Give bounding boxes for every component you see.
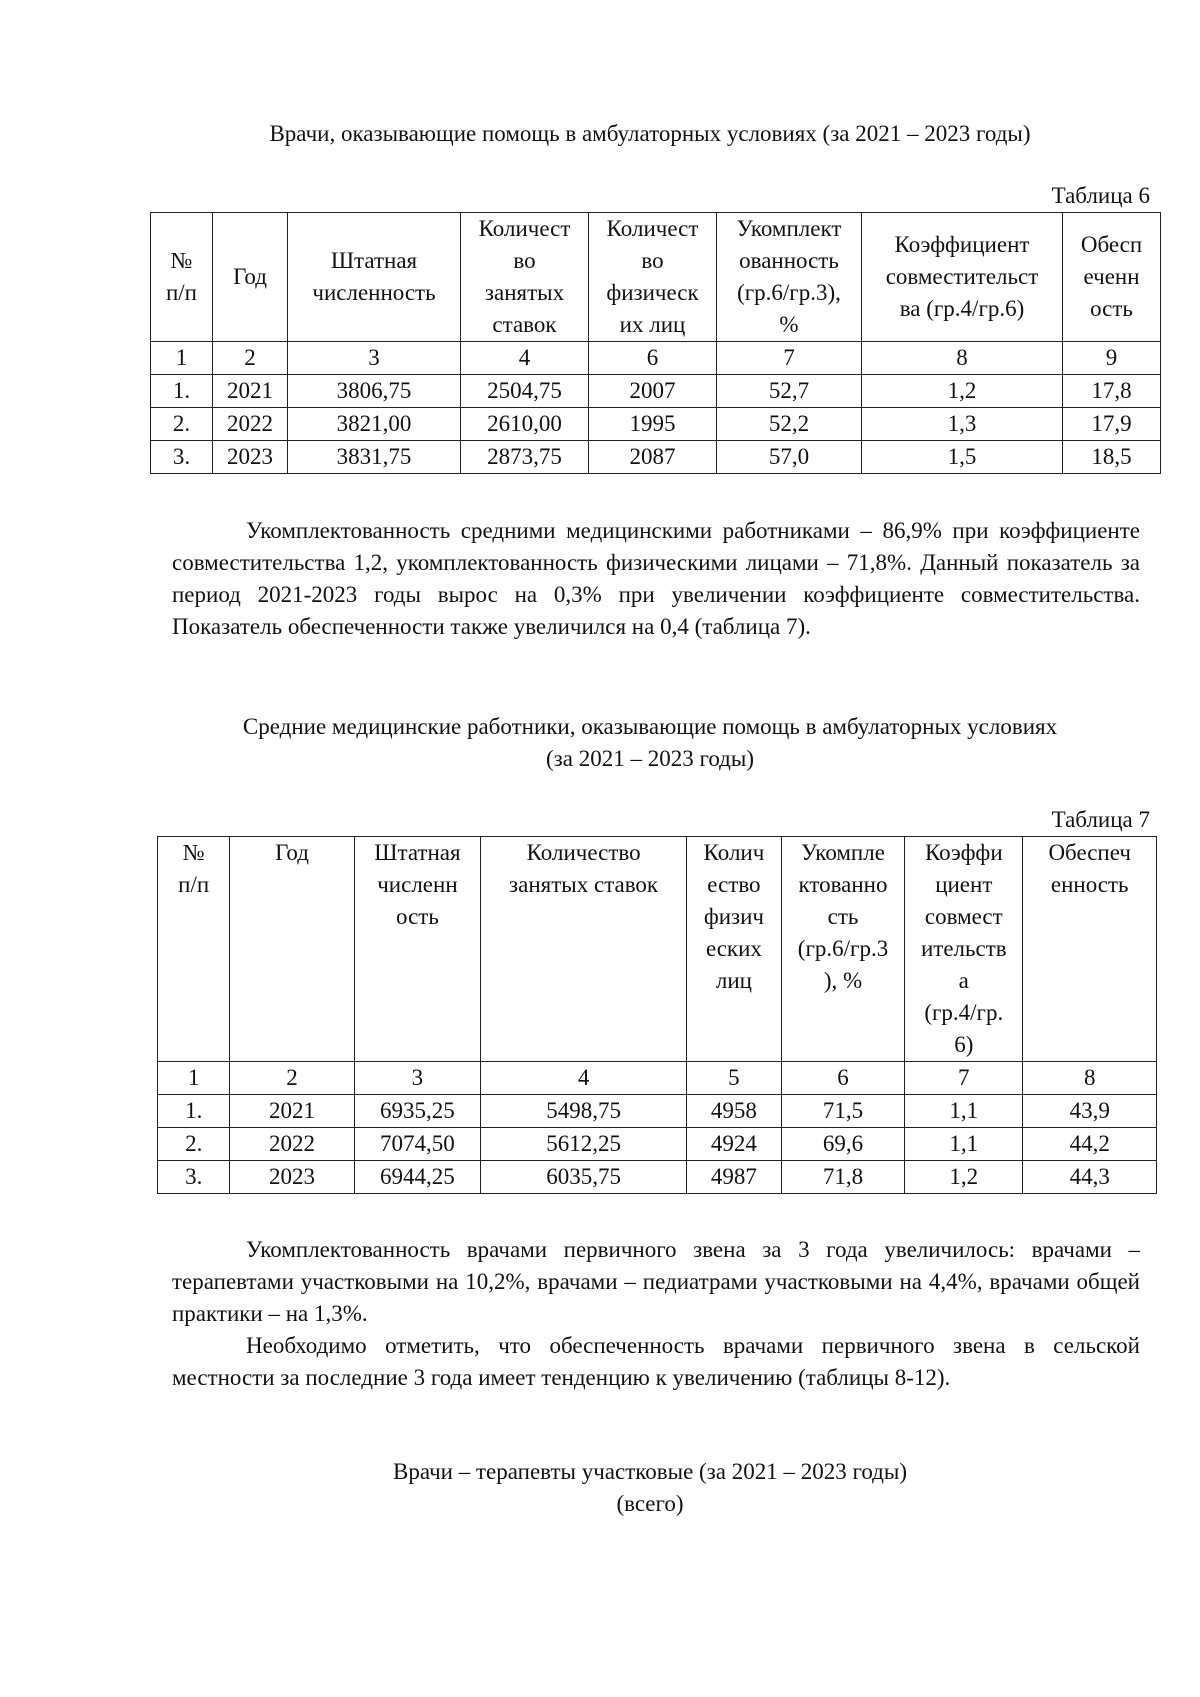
table-row [151,441,1161,474]
table6-header-row [151,213,1161,342]
header-text-line: Год [275,840,309,865]
header-text-line: Год [233,264,267,289]
table-cell: 57,0 [717,441,862,474]
table-cell: 1,2 [905,1161,1023,1194]
table-cell: 43,9 [1023,1095,1157,1128]
table6-header-col-4 [461,213,589,342]
header-text-line: Количест [478,216,571,241]
table7-col-number: 1 [158,1062,230,1095]
table-cell: 2007 [589,375,717,408]
paragraph-primary-care: Укомплектованность врачами первичного звена за 3 года увеличилось: врачами – терапевтами участковыми на 10,2%, врачами – педиатрами участковыми на 4,4%, врачами общей практики – на 1,3%. Необходимо отметить, что обеспеченность врачами первичного звена в сельской местности за последние 3 года имеет тенденцию к увеличению (таблицы 8-12). [172,1237,1140,1390]
table-cell: 4987 [687,1161,782,1194]
table-cell: 6944,25 [354,1161,480,1194]
header-text-line: физич [703,904,765,929]
table6-title: Врачи, оказывающие помощь в амбулаторных условиях (за 2021 – 2023 годы) [269,121,1031,146]
paragraph-staffing-nurses: Укомплектованность средними медицинскими работниками – 86,9% при коэффициенте совместительства 1,2, укомплектованность физическими лицами – 71,8%. Данный показатель за период 2021-2023 годы вырос на 0,3% при увеличении коэффициенте совместительства. Показатель обеспеченности также увеличился на 0,4 (таблица 7). [172,518,1140,639]
header-text-line: Укомплект [736,216,842,241]
header-text-line: 6) [954,1032,974,1057]
table6-header-col-3 [288,213,461,342]
table6 [150,212,1161,474]
table-cell: 2087 [589,441,717,474]
table8-title: Врачи – терапевты участковые (за 2021 – 2023 годы) (всего) [392,1459,907,1516]
table6-column-numbers [151,342,1161,375]
table-cell: 6035,75 [481,1161,687,1194]
header-text-line: физическ [606,280,699,305]
table-cell: 2022 [230,1128,354,1161]
header-text-line: Коэффициент [894,232,1030,257]
header-text-line: ость [396,904,439,929]
table-row [158,1128,1157,1161]
table7-col-number: 3 [354,1062,480,1095]
table7-header-col-7 [905,837,1023,1062]
table-cell: 1,2 [862,375,1063,408]
header-text-line: численность [312,280,436,305]
table-cell: 2023 [213,441,288,474]
table-cell: 44,3 [1023,1161,1157,1194]
header-text-line: ительств [920,936,1007,961]
table7-col-number: 7 [905,1062,1023,1095]
table7-col-number: 6 [781,1062,904,1095]
table7-col-number: 4 [481,1062,687,1095]
table-cell: 2610,00 [461,408,589,441]
table7-col-number: 2 [230,1062,354,1095]
table7-header-col-4 [481,837,687,1062]
header-text-line: ество [707,872,761,897]
table-row [158,1161,1157,1194]
table-cell: 2022 [213,408,288,441]
table7-header-col-8 [1023,837,1157,1062]
header-text-line: Штатная [374,840,461,865]
header-text-line: Коэффи [924,840,1003,865]
table-cell: 1. [158,1095,230,1128]
table-cell: 52,7 [717,375,862,408]
header-text-line: ставок [492,312,557,337]
table7-label: Таблица 7 [1051,807,1150,832]
header-text-line: ованность [739,248,839,273]
table7-header-col-1 [158,837,230,1062]
table6-col-number: 4 [461,342,589,375]
header-text-line: ктованно [798,872,888,897]
table-cell: 71,8 [781,1161,904,1194]
table6-col-number: 7 [717,342,862,375]
table-cell: 52,2 [717,408,862,441]
table-cell: 71,5 [781,1095,904,1128]
header-text-line: Обесп [1080,232,1143,257]
table6-col-number: 3 [288,342,461,375]
header-text-line: Колич [703,840,765,865]
table-row [151,375,1161,408]
table-cell: 3831,75 [288,441,461,474]
header-text-line: совместительст [885,264,1039,289]
table-row [151,408,1161,441]
table-cell: 2. [151,408,213,441]
table-cell: 3. [151,441,213,474]
header-text-line: Количество [526,840,641,865]
header-text-line: занятых [484,280,565,305]
table-cell: 44,2 [1023,1128,1157,1161]
table6-col-number: 8 [862,342,1063,375]
table-cell: 1. [151,375,213,408]
header-text-line: еченн [1083,264,1140,289]
header-text-line: их лиц [619,312,686,337]
header-text-line: совмест [924,904,1003,929]
header-text-line: Штатная [330,248,418,273]
header-text-line: % [779,312,799,337]
table7 [157,836,1157,1194]
header-text-line: во [513,248,536,273]
header-text-line: еских [705,936,762,961]
header-text-line: п/п [165,280,197,305]
table-cell: 3821,00 [288,408,461,441]
header-text-line: п/п [178,872,210,897]
header-text-line: ость [1090,296,1133,321]
table6-label: Таблица 6 [1051,183,1150,208]
header-text-line: Обеспеч [1048,840,1131,865]
table6-header-col-1 [151,213,213,342]
table-cell: 1,5 [862,441,1063,474]
header-text-line: численн [377,872,458,897]
header-text-line: (гр.6/гр.3 [797,936,889,961]
table7-col-number: 8 [1023,1062,1157,1095]
table-cell: 5612,25 [481,1128,687,1161]
header-text-line: ва (гр.4/гр.6) [899,296,1025,321]
table6-col-number: 9 [1063,342,1161,375]
table-cell: 2021 [230,1095,354,1128]
table-cell: 1995 [589,408,717,441]
table-cell: 2873,75 [461,441,589,474]
table-cell: 6935,25 [354,1095,480,1128]
table-cell: 2023 [230,1161,354,1194]
table-cell: 3. [158,1161,230,1194]
table-cell: 3806,75 [288,375,461,408]
header-text-line: а [958,968,969,993]
table7-header-col-6 [781,837,904,1062]
table-cell: 2504,75 [461,375,589,408]
header-text-line: (гр.4/гр. [924,1000,1004,1025]
table-cell: 4958 [687,1095,782,1128]
header-text-line: ), % [823,968,863,993]
table-cell: 2021 [213,375,288,408]
table7-title: Средние медицинские работники, оказывающие помощь в амбулаторных условиях (за 2021 – 2023 годы) [242,714,1058,771]
table6-header-col-5 [589,213,717,342]
table6-header-col-6 [717,213,862,342]
table6-header-col-7 [862,213,1063,342]
table6-header-col-8 [1063,213,1161,342]
header-text-line: лиц [715,968,752,993]
table-cell: 17,9 [1063,408,1161,441]
header-text-line: № [182,840,205,865]
header-text-line: Количест [606,216,699,241]
table-cell: 18,5 [1063,441,1161,474]
table-cell: 17,8 [1063,375,1161,408]
table6-col-number: 1 [151,342,213,375]
table7-header-row [158,837,1157,1062]
header-text-line: № [170,248,193,273]
table-cell: 5498,75 [481,1095,687,1128]
table-row [158,1095,1157,1128]
table6-col-number: 6 [589,342,717,375]
header-text-line: (гр.6/гр.3), [737,280,841,305]
table7-column-numbers [158,1062,1157,1095]
header-text-line: циент [935,872,993,897]
header-text-line: занятых ставок [509,872,659,897]
table6-header-col-2 [213,213,288,342]
table7-header-col-5 [687,837,782,1062]
table7-header-col-2 [230,837,354,1062]
table-cell: 4924 [687,1128,782,1161]
table7-header-col-3 [354,837,480,1062]
table6-col-number: 2 [213,342,288,375]
table7-col-number: 5 [687,1062,782,1095]
header-text-line: енность [1050,872,1129,897]
table-cell: 1,1 [905,1128,1023,1161]
header-text-line: во [641,248,664,273]
table-cell: 1,1 [905,1095,1023,1128]
table-cell: 69,6 [781,1128,904,1161]
table-cell: 2. [158,1128,230,1161]
table-cell: 7074,50 [354,1128,480,1161]
table-cell: 1,3 [862,408,1063,441]
header-text-line: сть [827,904,859,929]
header-text-line: Укомпле [801,840,885,865]
